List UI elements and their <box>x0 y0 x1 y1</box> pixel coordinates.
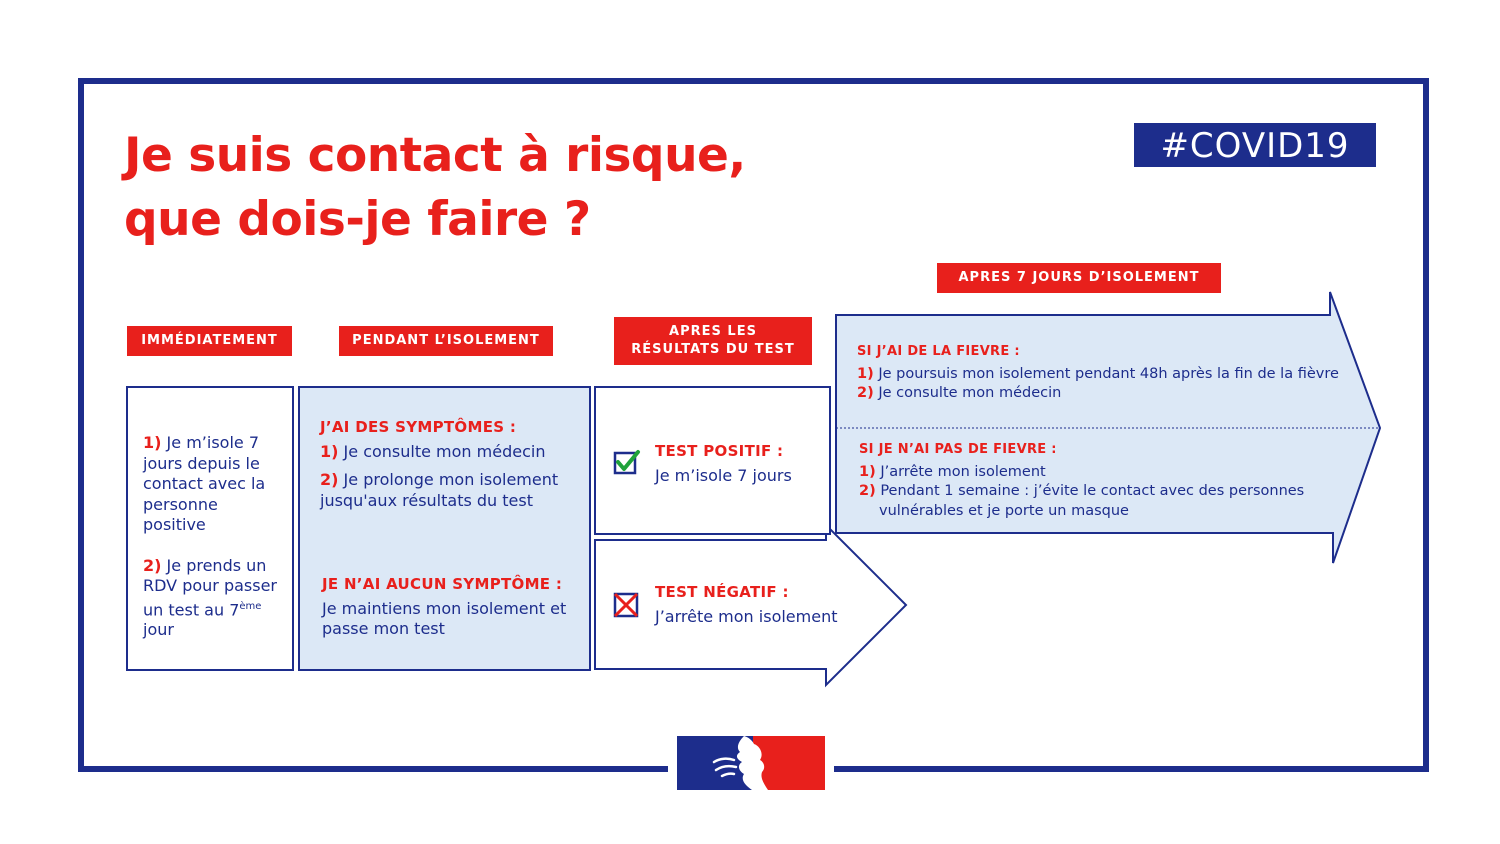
no-symptoms-section <box>322 574 584 640</box>
no-fever-section <box>859 440 1329 521</box>
step-text: J’arrête mon isolement <box>880 463 1046 480</box>
fever-step-2 <box>857 384 1347 404</box>
label-after-results: APRES LES RÉSULTATS DU TEST <box>614 317 812 365</box>
symptoms-step-2 <box>320 470 582 511</box>
positive-test-info <box>655 441 825 486</box>
step-text: Je consulte mon médecin <box>343 441 546 461</box>
superscript: ème <box>239 600 262 612</box>
positive-heading: TEST POSITIF : <box>655 442 784 460</box>
no-fever-step-1 <box>859 463 1329 483</box>
step-number: 1) <box>859 463 876 480</box>
fever-section <box>857 342 1347 404</box>
negative-heading: TEST NÉGATIF : <box>655 583 789 601</box>
fever-step-1 <box>857 365 1347 385</box>
symptoms-section <box>320 417 582 511</box>
negative-test-info <box>655 582 855 627</box>
cross-box-icon <box>612 590 642 620</box>
title-line-2: que dois-je faire ? <box>124 192 591 247</box>
step-text: Je prends un RDV pour passer un test au 7 <box>143 555 277 619</box>
step-number: 2) <box>857 385 874 401</box>
covid-hashtag-badge: #COVID19 <box>1134 123 1376 167</box>
label-after-7-days: APRES 7 JOURS D’ISOLEMENT <box>937 263 1221 293</box>
marianne-logo <box>668 732 834 792</box>
step-number: 2) <box>143 555 162 575</box>
immediately-step-2 <box>143 556 283 641</box>
symptoms-step-1 <box>320 442 582 463</box>
step-text: Je prolonge mon isolement jusqu'aux résultats du test <box>320 470 559 510</box>
fever-heading: SI J’AI DE LA FIEVRE : <box>857 344 1020 359</box>
no-symptoms-heading: JE N’AI AUCUN SYMPTÔME : <box>322 575 563 593</box>
immediately-steps <box>143 433 283 641</box>
step-number: 1) <box>320 441 339 461</box>
positive-text: Je m’isole 7 jours <box>655 465 792 485</box>
step-text: Pendant 1 semaine : j’évite le contact avec des personnes vulnérables et je porte un masque <box>879 483 1305 519</box>
step-text: Je m’isole 7 jours depuis le contact avec la personne positive <box>143 433 266 534</box>
negative-text: J’arrête mon isolement <box>655 606 838 626</box>
step-text: Je poursuis mon isolement pendant 48h après la fin de la fièvre <box>878 365 1339 382</box>
no-symptoms-text: Je maintiens mon isolement et passe mon test <box>322 598 567 638</box>
step-text: Je consulte mon médecin <box>878 385 1062 401</box>
step-number: 2) <box>320 470 339 489</box>
no-fever-heading: SI JE N’AI PAS DE FIEVRE : <box>859 442 1057 457</box>
marianne-profile-icon <box>668 732 834 792</box>
label-during-isolation: PENDANT L’ISOLEMENT <box>339 326 553 356</box>
step-number: 1) <box>143 433 162 452</box>
no-fever-step-2 <box>859 482 1329 521</box>
check-box-icon <box>612 448 642 476</box>
symptoms-heading: J’AI DES SYMPTÔMES : <box>320 418 517 436</box>
step-number: 1) <box>857 365 874 382</box>
step-text-tail: jour <box>143 620 174 640</box>
title-line-1: Je suis contact à risque, <box>124 128 746 183</box>
step-number: 2) <box>859 483 876 499</box>
label-immediately: IMMÉDIATEMENT <box>127 326 292 356</box>
immediately-step-1 <box>143 433 283 536</box>
